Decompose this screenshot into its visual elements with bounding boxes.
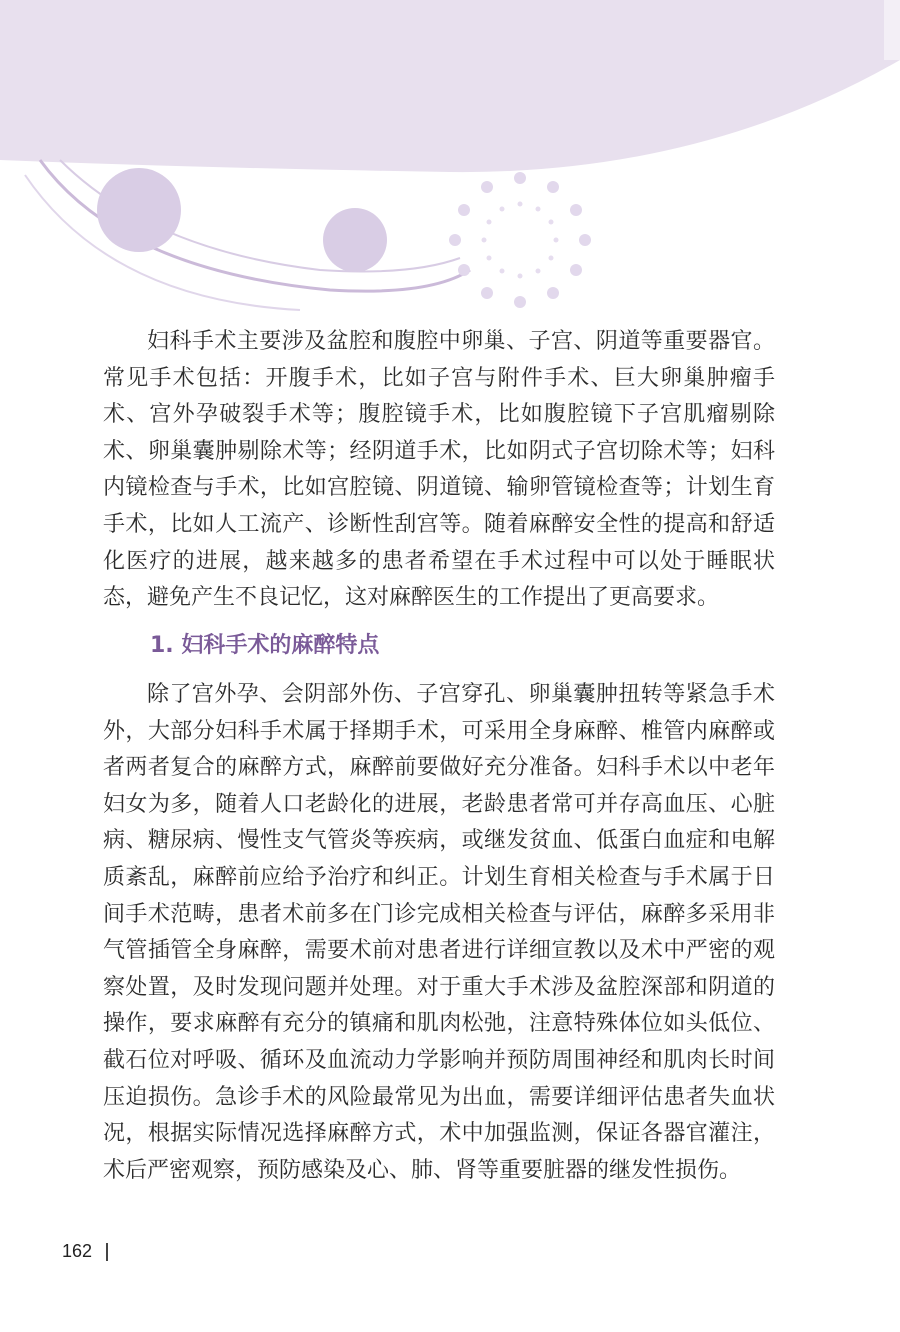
decor-edge (884, 0, 900, 60)
page-number-divider (106, 1243, 108, 1261)
intro-section (103, 324, 775, 617)
section-heading: 1. 妇科手术的麻醉特点 (150, 633, 380, 658)
anesthesia-paragraph: 除了宫外孕、会阴部外伤、子宫穿孔、卵巢囊肿扭转等紧急手术外，大部分妇科手术属于择期手术，可采用全身麻醉、椎管内麻醉或者两者复合的麻醉方式，麻醉前要做好充分准备。妇科手术以中老年妇女为多，随着人口老龄化的进展，老龄患者常可并存高血压、心脏病、糖尿病、慢性支气管炎等疾病，或继发贫血、低蛋白血症和电解质紊乱，麻醉前应给予治疗和纠正。计划生育相关检查与手术属于日间手术范畴，患者术前多在门诊完成相关检查与评估，麻醉多采用非气管插管全身麻醉，需要术前对患者进行详细宣教以及术中严密的观察处置，及时发现问题并处理。对于重大手术涉及盆腔深部和阴道的操作，要求麻醉有充分的镇痛和肌肉松弛，注意特殊体位如头低位、截石位对呼吸、循环及血流动力学影响并预防周围神经和肌肉长时间压迫损伤。急诊手术的风险最常见为出血，需要详细评估患者失血状况，根据实际情况选择麻醉方式，术中加强监测，保证各器官灌注，术后严密观察，预防感染及心、肺、肾等重要脏器的继发性损伤。 (103, 682, 775, 1183)
page-footer (62, 1241, 108, 1262)
decor-circle-large (97, 168, 181, 252)
decor-circle-medium (323, 208, 387, 272)
decor-dot-ring-outer (449, 172, 591, 308)
anesthesia-section (103, 677, 775, 1189)
header-decoration (0, 0, 900, 330)
decor-dot-ring-inner (482, 202, 559, 279)
page-number: 162 (62, 1241, 93, 1261)
decor-band (0, 0, 900, 172)
intro-paragraph: 妇科手术主要涉及盆腔和腹腔中卵巢、子宫、阴道等重要器官。常见手术包括：开腹手术，比如子宫与附件手术、巨大卵巢肿瘤手术、宫外孕破裂手术等；腹腔镜手术，比如腹腔镜下子宫肌瘤剔除术、卵巢囊肿剔除术等；经阴道手术，比如阴式子宫切除术等；妇科内镜检查与手术，比如宫腔镜、阴道镜、输卵管镜检查等；计划生育手术，比如人工流产、诊断性刮宫等。随着麻醉安全性的提高和舒适化医疗的进展，越来越多的患者希望在手术过程中可以处于睡眠状态，避免产生不良记忆，这对麻醉医生的工作提出了更高要求。 (103, 329, 775, 611)
